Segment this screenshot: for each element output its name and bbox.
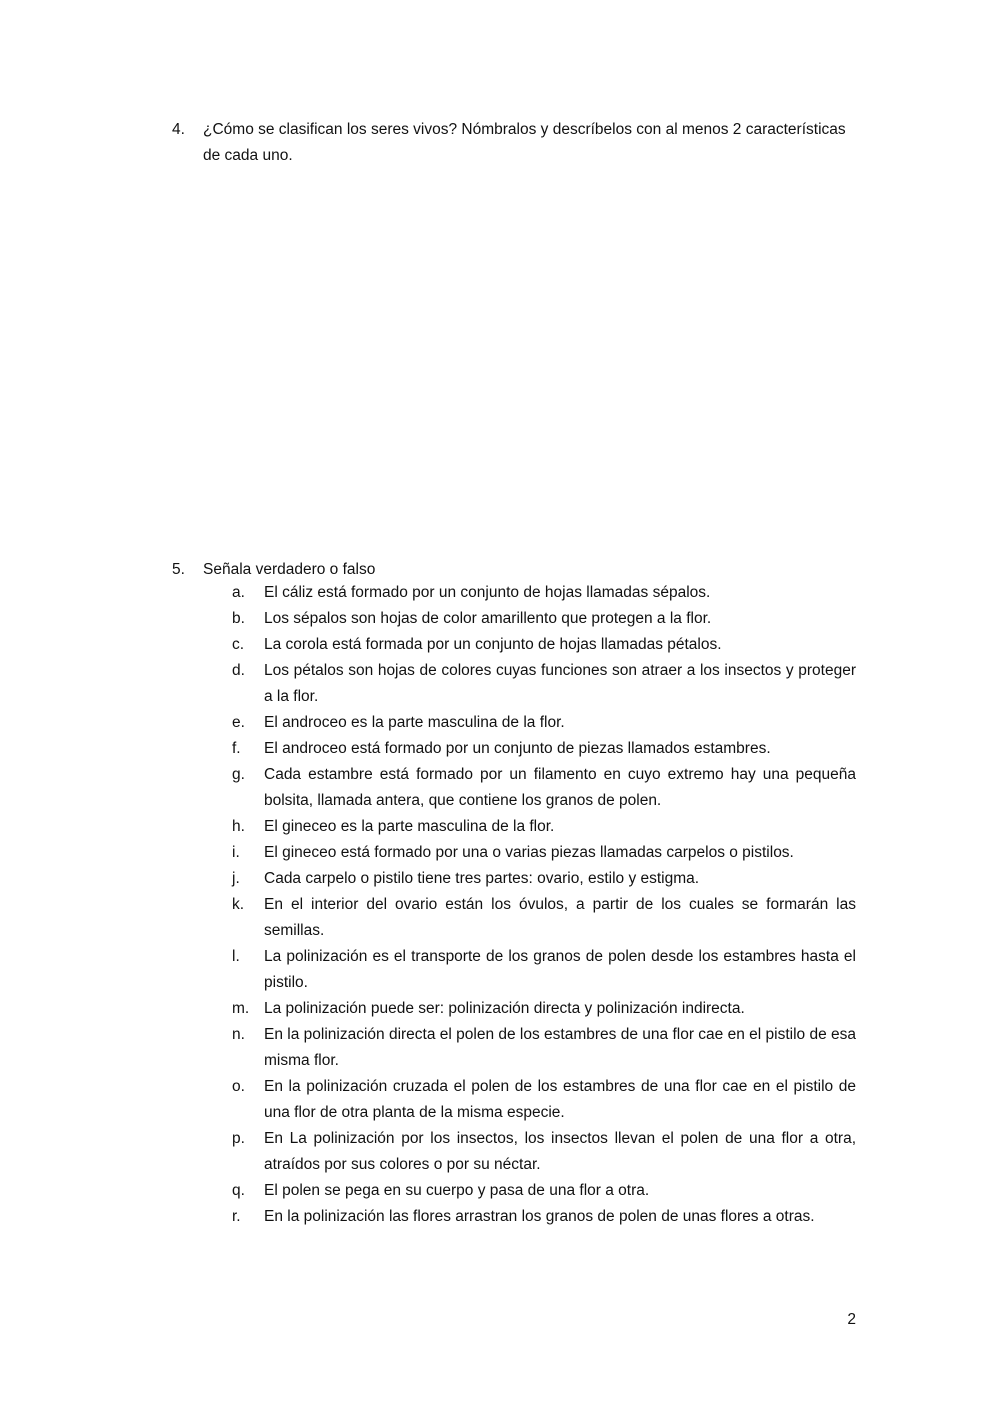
item-letter: n. bbox=[232, 1026, 245, 1043]
item-text: Cada estambre está formado por un filamento en cuyo extremo hay una pequeña bolsita, llamada antera, que contiene los granos de polen. bbox=[264, 766, 856, 809]
item-text: La polinización es el transporte de los granos de polen desde los estambres hasta el pistilo. bbox=[264, 948, 856, 991]
list-item bbox=[232, 606, 856, 632]
item-letter: k. bbox=[232, 896, 245, 913]
list-item bbox=[232, 1074, 856, 1126]
item-text: Los pétalos son hojas de colores cuyas funciones son atraer a los insectos y proteger a la flor. bbox=[264, 662, 856, 705]
item-letter: g. bbox=[232, 766, 245, 783]
question-4 bbox=[172, 117, 862, 169]
item-letter: f. bbox=[232, 740, 241, 757]
question-4-text: ¿Cómo se clasifican los seres vivos? Nómbralos y descríbelos con al menos 2 características de cada uno. bbox=[203, 121, 846, 164]
item-letter: r. bbox=[232, 1208, 241, 1225]
item-text: El polen se pega en su cuerpo y pasa de una flor a otra. bbox=[264, 1182, 650, 1199]
list-item bbox=[232, 944, 856, 996]
list-item bbox=[232, 658, 856, 710]
list-item bbox=[232, 710, 856, 736]
list-item bbox=[232, 762, 856, 814]
list-item bbox=[232, 996, 856, 1022]
list-item bbox=[232, 1022, 856, 1074]
item-letter: b. bbox=[232, 610, 245, 627]
true-false-list bbox=[232, 580, 856, 1230]
list-item bbox=[232, 866, 856, 892]
item-letter: l. bbox=[232, 948, 240, 965]
item-text: En la polinización las flores arrastran los granos de polen de unas flores a otras. bbox=[264, 1208, 815, 1225]
item-letter: i. bbox=[232, 844, 240, 861]
item-letter: q. bbox=[232, 1182, 245, 1199]
item-text: La corola está formada por un conjunto de hojas llamadas pétalos. bbox=[264, 636, 722, 653]
item-text: El androceo está formado por un conjunto de piezas llamados estambres. bbox=[264, 740, 771, 757]
question-5-text: Señala verdadero o falso bbox=[203, 561, 376, 578]
question-4-number: 4. bbox=[172, 121, 185, 138]
item-letter: e. bbox=[232, 714, 245, 731]
item-letter: m. bbox=[232, 1000, 250, 1017]
item-text: Cada carpelo o pistilo tiene tres partes: ovario, estilo y estigma. bbox=[264, 870, 700, 887]
item-text: En La polinización por los insectos, los insectos llevan el polen de una flor a otra, atraídos por sus colores o por su néctar. bbox=[264, 1130, 856, 1173]
item-text: Los sépalos son hojas de color amarillento que protegen a la flor. bbox=[264, 610, 712, 627]
item-letter: h. bbox=[232, 818, 245, 835]
item-letter: o. bbox=[232, 1078, 245, 1095]
list-item bbox=[232, 632, 856, 658]
item-text: En el interior del ovario están los óvulos, a partir de los cuales se formarán las semillas. bbox=[264, 896, 856, 939]
list-item bbox=[232, 1204, 856, 1230]
item-text: La polinización puede ser: polinización directa y polinización indirecta. bbox=[264, 1000, 745, 1017]
list-item bbox=[232, 1178, 856, 1204]
list-item bbox=[232, 892, 856, 944]
list-item bbox=[232, 814, 856, 840]
item-letter: j. bbox=[232, 870, 240, 887]
item-letter: d. bbox=[232, 662, 245, 679]
item-text: El cáliz está formado por un conjunto de hojas llamadas sépalos. bbox=[264, 584, 711, 601]
item-text: El gineceo está formado por una o varias piezas llamadas carpelos o pistilos. bbox=[264, 844, 794, 861]
question-5-number: 5. bbox=[172, 561, 185, 578]
item-letter: a. bbox=[232, 584, 245, 601]
list-item bbox=[232, 840, 856, 866]
list-item bbox=[232, 1126, 856, 1178]
page-number: 2 bbox=[847, 1311, 856, 1328]
item-letter: c. bbox=[232, 636, 245, 653]
item-text: El gineceo es la parte masculina de la flor. bbox=[264, 818, 555, 835]
list-item bbox=[232, 736, 856, 762]
item-text: El androceo es la parte masculina de la flor. bbox=[264, 714, 565, 731]
list-item bbox=[232, 580, 856, 606]
item-text: En la polinización directa el polen de los estambres de una flor cae en el pistilo de esa misma flor. bbox=[264, 1026, 856, 1069]
item-text: En la polinización cruzada el polen de los estambres de una flor cae en el pistilo de una flor de otra planta de la misma especie. bbox=[264, 1078, 856, 1121]
item-letter: p. bbox=[232, 1130, 245, 1147]
